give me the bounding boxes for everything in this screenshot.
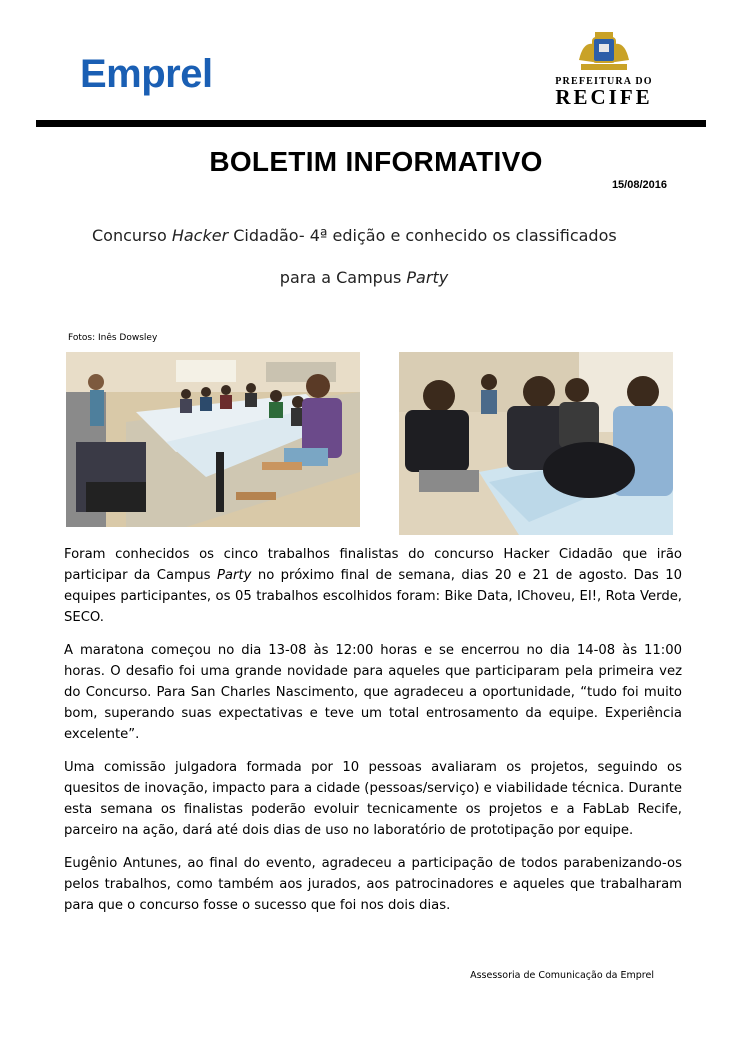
article-paragraph-2: A maratona começou no dia 13-08 às 12:00 horas e se encerrou no dia 14-08 às 11:00 horas. O desafio foi uma grande novidade para aqueles que participaram pela primeira vez do Concurso. Para San Charles Nascimento, que agradeceu a oportunidade, “tudo foi muito bom, superando suas expectativas e teve um total entrosamento da equipe. Experiência excelente”. (64, 643, 682, 742)
bulletin-date: 15/08/2016 (611, 179, 667, 191)
header-divider (36, 120, 706, 127)
headline-line-2 (0, 268, 728, 287)
event-photo-1 (66, 352, 360, 527)
headline-line-1 (92, 226, 617, 245)
headline-text: para a Campus (279, 268, 407, 287)
article-paragraph-1 (64, 544, 682, 628)
emprel-logo: Emprel (80, 52, 213, 96)
headline-italic: Party (406, 268, 449, 287)
recife-logo (546, 30, 662, 108)
headline-italic: Hacker (171, 226, 229, 245)
footer-credit: Assessoria de Comunicação da Emprel (470, 970, 654, 981)
paragraph-text: no próximo final de semana, dias 20 e 21 de agosto. Das 10 equipes participantes, os 05 trabalhos escolhidos foram: Bike Data, IChoveu, EI!, Rota Verde, SECO. (64, 568, 682, 625)
article-paragraph-3: Uma comissão julgadora formada por 10 pessoas avaliaram os projetos, seguindo os quesitos de inovação, impacto para a cidade (pessoas/serviço) e viabilidade técnica. Durante esta semana os finalistas poderão evoluir tecnicamente os projetos e a FabLab Recife, parceiro na ação, dará até dois dias de uso no laboratório de prototipação por equipe. (64, 760, 682, 838)
headline-text: Concurso (92, 226, 172, 245)
paragraph-text: Foram conhecidos os cinco trabalhos finalistas do concurso Hacker Cidadão que irão participar da Campus (64, 547, 682, 583)
paragraph-italic: Party (216, 568, 252, 583)
recife-logo-subtitle: PREFEITURA DO (555, 76, 653, 87)
coat-of-arms-icon (575, 30, 633, 72)
bulletin-title: BOLETIM INFORMATIVO (209, 146, 543, 177)
photo-caption: Fotos: Inês Dowsley (68, 333, 158, 343)
headline-text: Cidadão- 4ª edição e conhecido os classificados (228, 226, 617, 245)
article-paragraph-4: Eugênio Antunes, ao final do evento, agradeceu a participação de todos parabenizando-os pelos trabalhos, como também aos jurados, aos patrocinadores e aqueles que trabalharam para que o concurso fosse o sucesso que foi nos dois dias. (64, 856, 682, 913)
event-photo-2 (399, 352, 673, 535)
recife-logo-title: RECIFE (555, 85, 653, 109)
article-body (64, 544, 682, 928)
